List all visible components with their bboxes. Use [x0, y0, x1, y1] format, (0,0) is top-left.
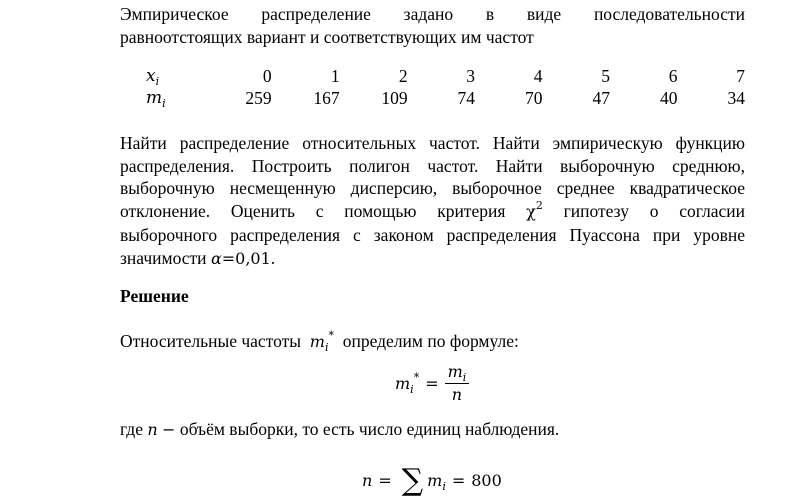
formula2-term: $m_i$ [427, 470, 446, 493]
task-line-3: выборочную несмещенную дисперсию, выборочное среднее квадратическое [120, 178, 745, 199]
solution-heading: Решение [120, 286, 189, 306]
frequency-cell: 109 [381, 87, 408, 108]
variants-frequency-table [120, 65, 745, 109]
formula2-result: 800 [471, 470, 502, 490]
variant-cell: 0 [262, 65, 272, 86]
relative-frequency-symbol: $m_i^*$ [309, 329, 334, 354]
intro-line-2: равноотстоящих вариант и соответствующих им частот [120, 26, 534, 47]
frequencies-row [120, 87, 745, 109]
frequency-cell: 259 [245, 87, 272, 108]
task-line-2: распределения. Построить полигон частот. Найти выборочную среднюю, [120, 155, 745, 176]
formula1-lhs: $m_i^*$ [395, 370, 420, 396]
alpha-value: 0,01 [235, 248, 271, 268]
intro-paragraph [120, 3, 745, 48]
variant-cell: 7 [736, 65, 745, 86]
task-line-6: значимости α=0,01. [120, 247, 276, 268]
formula2-equals-1: = [378, 470, 392, 490]
variant-cell: 6 [668, 65, 678, 86]
formula2-equals-2: = [451, 470, 466, 490]
frequency-cell: 47 [592, 87, 610, 108]
frequency-cell: 40 [659, 87, 678, 108]
variant-cell: 3 [466, 65, 476, 86]
task-line-1: Найти распределение относительных частот. Найти эмпирическую функцию [120, 133, 745, 153]
sample-size-definition: где n − объём выборки, то есть число единиц наблюдения. [120, 419, 560, 439]
variant-cell: 5 [601, 65, 610, 86]
variant-cell: 1 [330, 65, 340, 86]
fraction-denominator: n [451, 384, 463, 404]
frequency-cell: 34 [727, 87, 745, 108]
frequencies-row-header: $m_i$ [146, 88, 166, 110]
variants-row-header: $x_i$ [146, 66, 160, 88]
frequency-cell: 74 [457, 87, 476, 108]
variants-row [120, 65, 745, 87]
dash: − [162, 420, 176, 439]
variant-cell: 2 [398, 65, 408, 86]
variant-cell: 4 [533, 65, 543, 86]
formula1-equals: = [425, 373, 439, 393]
formula1-fraction [445, 362, 470, 405]
frequency-cell: 70 [525, 87, 543, 108]
sum-symbol: ∑ [401, 463, 424, 498]
task-line-5: выборочного распределения с законом распределения Пуассона при уровне [120, 224, 745, 245]
alpha-symbol: α [210, 248, 222, 268]
frequency-cell: 167 [313, 87, 340, 108]
fraction-numerator: $m_i$ [445, 362, 470, 384]
formula2-lhs: n [362, 470, 373, 490]
relative-frequency-formula [395, 358, 469, 408]
task-paragraph [120, 132, 745, 270]
intro-line-1: Эмпирическое распределение задано в виде последовательности [120, 4, 745, 24]
chi-square-symbol: $\chi^2$ [526, 199, 543, 222]
sample-size-formula [362, 462, 502, 498]
relative-frequency-line: Относительные частоты $m_i^*$ определим по формуле: [120, 329, 519, 354]
n-symbol: n [147, 420, 158, 439]
task-line-4: отклонение. Оценить с помощью критерия $\chi^2$ гипотезу о согласии [120, 199, 745, 222]
